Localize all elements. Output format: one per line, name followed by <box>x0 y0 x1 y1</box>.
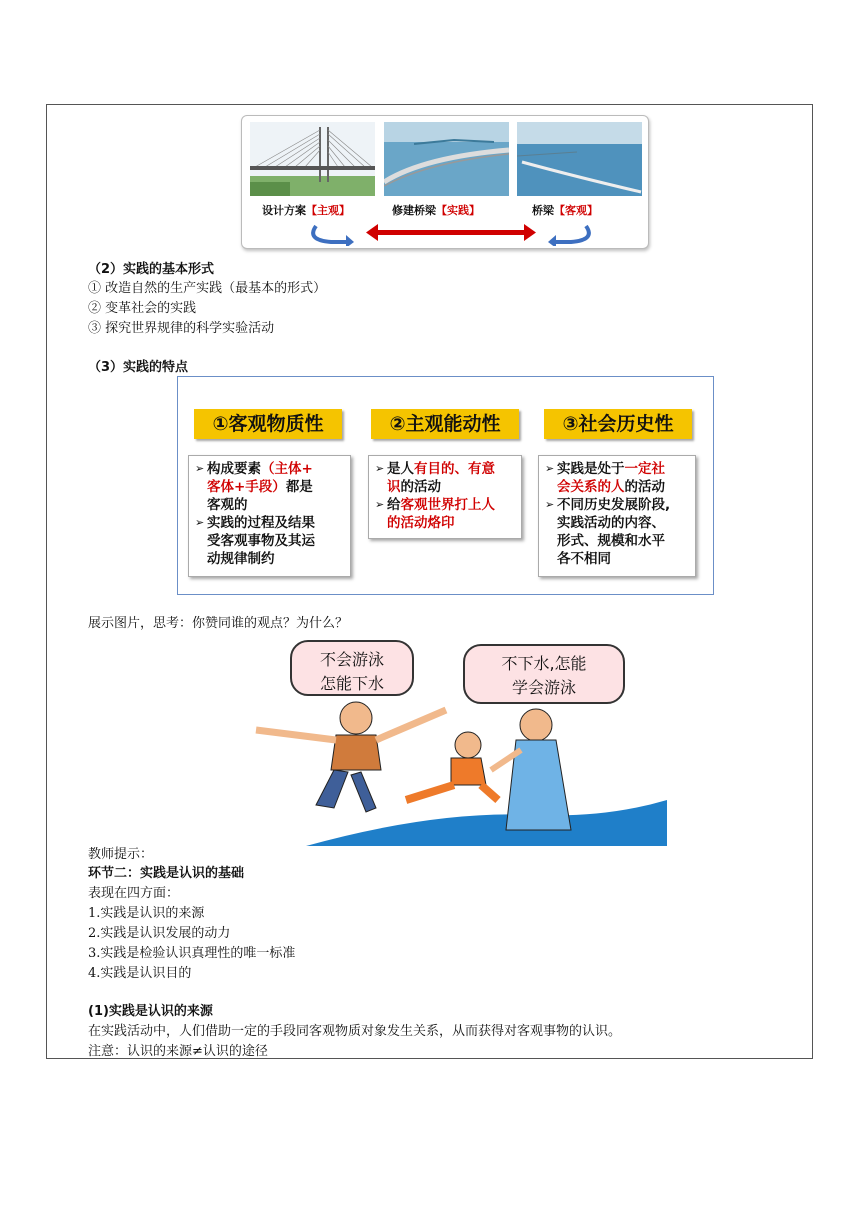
caption-construction: 修建桥梁【实践】 <box>392 204 480 217</box>
section3-heading: （3）实践的特点 <box>88 360 189 375</box>
swimming-cartoon <box>236 640 667 846</box>
bridge-construction-image <box>384 122 509 196</box>
trait-box-objective: ➢ 构成要素（主体+ 客体+手段）都是 客观的 ➢ 实践的过程及结果 受客观事物及其运 动规律制约 <box>188 455 351 577</box>
part2-item-3: 3.实践是检验认识真理性的唯一标准 <box>88 946 296 961</box>
caption-bridge: 桥梁【客观】 <box>532 204 598 217</box>
practice-form-2: ② 变革社会的实践 <box>88 301 197 316</box>
practice-form-3: ③ 探究世界规律的科学实验活动 <box>88 321 275 336</box>
section2-heading: （2）实践的基本形式 <box>88 262 215 277</box>
sub1-note: 注意：认识的来源≠认识的途径 <box>88 1044 268 1059</box>
sub1-heading: (1)实践是认识的来源 <box>88 1004 213 1019</box>
cycle-arrows-icon <box>306 220 596 246</box>
part2-item-1: 1.实践是认识的来源 <box>88 906 205 921</box>
trait-title-social: ③社会历史性 <box>544 409 692 439</box>
prompt-text: 展示图片，思考：你赞同谁的观点？为什么？ <box>88 616 349 631</box>
teacher-hint: 教师提示： <box>88 847 154 862</box>
speech-bubble-father: 不会游泳 怎能下水 <box>290 640 414 696</box>
part2-intro: 表现在四方面： <box>88 886 180 901</box>
speech-bubble-mother: 不下水,怎能 学会游泳 <box>463 644 625 704</box>
bridge-figure <box>241 115 649 249</box>
part2-item-2: 2.实践是认识发展的动力 <box>88 926 231 941</box>
practice-form-1: ① 改造自然的生产实践（最基本的形式） <box>88 281 327 296</box>
caption-design: 设计方案【主观】 <box>262 204 350 217</box>
bridge-design-image <box>250 122 375 196</box>
traits-figure <box>177 376 714 595</box>
part2-item-4: 4.实践是认识目的 <box>88 966 192 981</box>
sub1-text: 在实践活动中，人们借助一定的手段同客观物质对象发生关系，从而获得对客观事物的认识。 <box>88 1024 622 1039</box>
trait-title-subjective: ②主观能动性 <box>371 409 519 439</box>
trait-box-social: ➢ 实践是处于一定社 会关系的人的活动 ➢ 不同历史发展阶段, 实践活动的内容、 形式、规模和水平 各不相同 <box>538 455 696 577</box>
trait-title-objective: ①客观物质性 <box>194 409 342 439</box>
trait-box-subjective: ➢ 是人有目的、有意 识的活动 ➢ 给客观世界打上人 的活动烙印 <box>368 455 522 539</box>
part2-heading: 环节二：实践是认识的基础 <box>88 866 245 881</box>
bridge-completed-image <box>517 122 642 196</box>
